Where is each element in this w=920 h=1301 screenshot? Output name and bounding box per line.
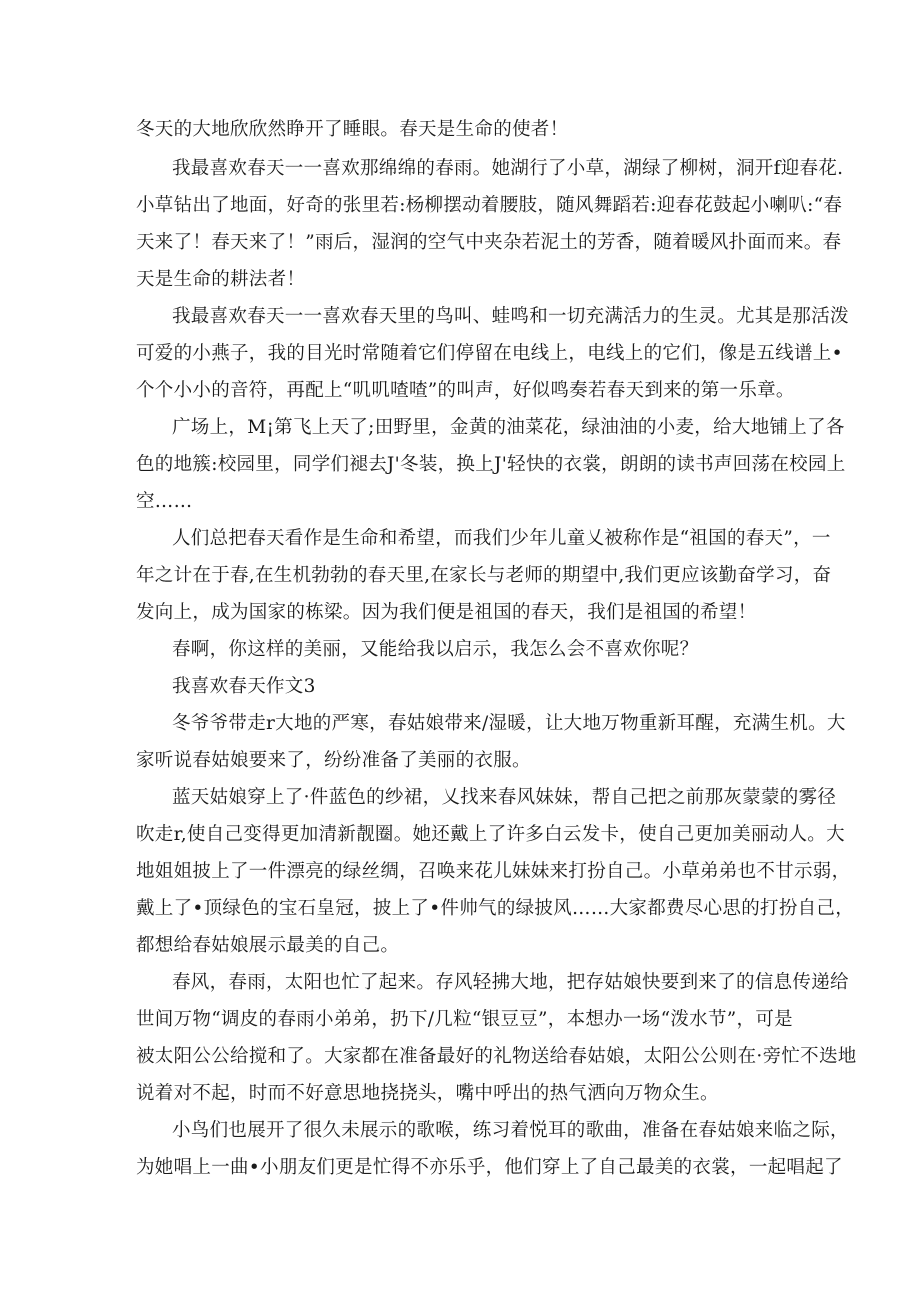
paragraph-line: 人们总把春天看作是生命和希望，而我们少年儿童乂被称作是“祖国的春天”，一 <box>172 528 831 549</box>
paragraph-line: 小鸟们也展开了很久未展示的歌喉，练习着悦耳的歌曲，准备在春姑娘来临之际， <box>172 1120 849 1141</box>
paragraph-line: 冬爷爷带走r大地的严寒，春姑娘带来/湿暖，让大地万物重新耳醒，充满生机。大 <box>172 713 846 734</box>
text-line: 个个小小的音符，再配上“叽叽喳喳”的叫声，好似鸣奏若春天到来的第一乐章。 <box>136 380 795 401</box>
section-title: 我喜欢春天作文3 <box>172 676 316 697</box>
text-line: 可爱的小燕子，我的目光时常随着它们停留在电线上，电线上的它们，像是五线谱上• <box>136 343 843 364</box>
paragraph-line: 我最喜欢春天一一喜欢春天里的鸟叫、蛙鸣和一切充满活力的生灵。尤其是那活泼 <box>172 306 849 327</box>
text-line: 说着对不起，时而不好意思地挠挠头，嘴中呼出的热气洒向万物众生。 <box>136 1083 719 1104</box>
paragraph-line: 蓝天姑娘穿上了·件蓝色的纱裙，乂找来春风妹妹，帮自己把之前那灰蒙蒙的雾径 <box>172 787 837 808</box>
text-line: 都想给春姑娘展示最美的自己。 <box>136 935 400 956</box>
text-line: 戴上了•顶绿色的宝石皇冠，披上了•件帅气的绿披风……大家都费尽心思的打扮自己， <box>136 898 855 919</box>
paragraph-line: 我最喜欢春天一一喜欢那绵绵的春雨。她湖行了小草，湖绿了柳树，洞开f迎春花. <box>172 158 844 179</box>
text-line: 地姐姐披上了一件漂亮的绿丝绸，召唤来花儿妹妹来打扮自己。小草弟弟也不甘示弱， <box>136 861 851 882</box>
text-line: 家听说春姑娘要来了，纷纷准备了美丽的衣服。 <box>136 750 531 771</box>
text-line: 年之计在于春,在生机勃勃的春天里,在家长与老师的期望中,我们更应该勤奋学习，奋 <box>136 565 832 586</box>
text-line: 为她唱上一曲•小朋友们更是忙得不亦乐乎，他们穿上了自己最美的衣裳，一起唱起了 <box>136 1157 843 1178</box>
text-line: 空…… <box>136 491 193 512</box>
text-line: 色的地簇:校园里，同学们褪去J'冬装，换上J'轻快的衣裳，朗朗的读书声回荡在校园上 <box>136 454 846 475</box>
text-line: 冬天的大地欣欣然睁开了睡眼。春天是生命的使者！ <box>136 119 569 140</box>
paragraph-line: 春啊，你这样的美丽，又能给我以启示，我怎么会不喜欢你呢？ <box>172 639 699 660</box>
paragraph-line: 春风，春雨，太阳也忙了起来。存风轻拂大地，把存姑娘快要到来了的信息传递给 <box>172 972 849 993</box>
text-line: 被太阳公公给搅和了。大家都在准备最好的礼物送给春姑娘，太阳公公则在·旁忙不迭地 <box>136 1046 857 1067</box>
paragraph-line: 广场上，M¡第飞上天了;田野里，金黄的油菜花，绿油油的小麦，给大地铺上了各 <box>172 417 845 438</box>
text-line: 世间万物“调皮的春雨小弟弟，扔下/几粒“银豆豆”，本想办一场“泼水节”，可是 <box>136 1009 793 1030</box>
text-line: 小草钻出了地面，好奇的张里若:杨柳摆动着腰肢，随风舞蹈若:迎春花鼓起小喇叭:“春 <box>136 195 843 216</box>
text-line: 天是生命的耕法者！ <box>136 269 306 290</box>
text-line: 天来了！春天来了！”雨后，湿润的空气中夹杂若泥土的芳香，随着暖风扑面而来。春 <box>136 232 842 253</box>
text-line: 吹走r,使自己变得更加清新靓圈。她还戴上了许多白云发卡，使自己更加美丽动人。大 <box>136 824 845 845</box>
text-line: 发向上，成为国家的栋梁。因为我们便是祖国的春天，我们是祖国的希望！ <box>136 602 757 623</box>
